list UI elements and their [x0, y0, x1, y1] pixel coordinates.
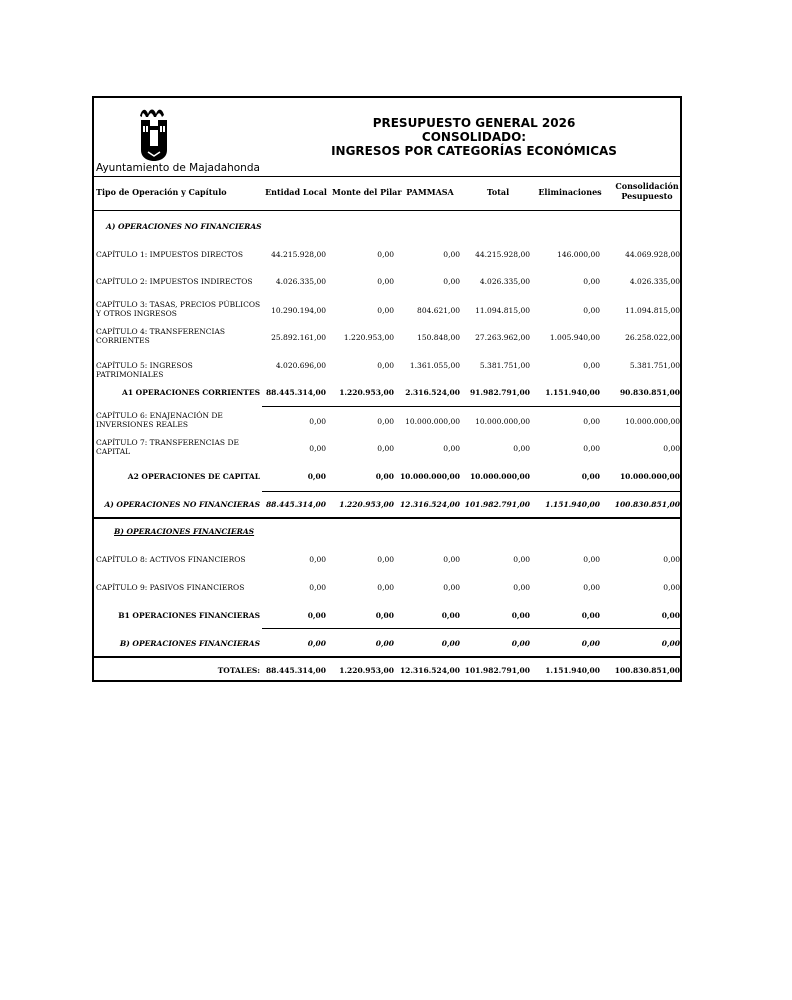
col-header-monte-del-pilar: Monte del Pilar [332, 187, 402, 197]
municipal-crest-logo [136, 106, 172, 162]
col-header-pammasa: PAMMASA [406, 187, 454, 197]
col-header-type: Tipo de Operación y Capítulo [96, 187, 227, 197]
subtotal-divider [262, 628, 680, 629]
title-line-3: INGRESOS POR CATEGORÍAS ECONÓMICAS [331, 144, 617, 158]
subtotal-divider [262, 406, 680, 407]
title-line-2: CONSOLIDADO: [421, 130, 527, 144]
col-header-consolidacion: Consolidación Pesupuesto [615, 181, 679, 201]
col-header-entidad-local: Entidad Local [265, 187, 327, 197]
col-header-eliminaciones: Eliminaciones [538, 187, 602, 197]
org-name: Ayuntamiento de Majadahonda [96, 162, 260, 174]
title-line-1: PRESUPUESTO GENERAL 2026 [372, 116, 576, 130]
section-divider [94, 656, 680, 658]
document-title [324, 116, 624, 158]
subtotal-divider [262, 491, 680, 492]
budget-table-frame: Ayuntamiento de Majadahonda PRESUPUESTO GENERAL 2026 CONSOLIDADO: INGRESOS POR CATEGORÍAS ECONÓMICAS Tipo de Operación y Capítulo Entidad Local Monte del Pilar PAMMASA Total Eliminaciones Consolidación Pesupuesto A) OPERACIONES NO FINANCIERAS CAPÍTULO 1: IMPUESTOS DIRECTOS 44.215.928,00 0,00 0,00 44.215.928,00 146.000,00 44.069.928,00 CAPÍTULO 2: IMPUESTOS INDIRECTOS 4.026.335,00 0,00 0,00 4.026.335,00 0,00 4.026.335,00 CAPÍTULO 3: TASAS, PRECIOS PÚBLICOS Y OTROS INGRESOS 10.290.194,00 0,00 804.621,00 11.094.815,00 0,00 11.094.815,00 CAPÍTULO 4: TRANSFERENCIAS CORRIENTES 25.892.161,00 1.220.953,00 150.848,00 27.263.962,00 1.005.940,00 26.258.022,00 CAPÍTULO 5: INGRESOS PATRIMONIALES 4.020.696,00 0,00 1.361.055,00 5.381.751,00 0,00 5.381.751,00 A1 OPERACIONES CORRIENTES 88.445.314,00 1.220.953,00 2.316.524,00 91.982.791,00 1.151.940,00 90.830.851,00 CAPÍTULO 6: ENAJENACIÓN DE INVERSIONES REALES 0,00 0,00 10.000.000,00 10.000.000,00 0,00 10.000.000,00 CAPÍTULO 7: TRANSFERENCIAS DE CAPITAL 0,00 0,00 0,00 0,00 0,00 0,00 A2 OPERACIONES DE CAPITAL 0,00 0,00 10.000.000,00 10.000.000,00 0,00 10.000.000,00 A) OPERACIONES NO FINANCIERAS 88.445.314,00 1.220.953,00 12.316.524,00 101.982.791,00 1.151.940,00 100.830.851,00 B) OPERACIONES FINANCIERAS CAPÍTULO 8: ACTIVOS FINANCIEROS 0,00 0,00 0,00 0,00 0,00 0,00 CAPÍTULO 9: PASIVOS FINANCIEROS 0,00 0,00 0,00 0,00 0,00 0,00 B1 OPERACIONES FINANCIERAS 0,00 0,00 0,00 0,00 0,00 0,00 B) OPERACIONES FINANCIERAS 0,00 0,00 0,00 0,00 0,00 0,00 TOTALES: 88.445.314,00 1.220.953,00 12.316.524,00 101.982.791,00 1.151.940,00 100.830.851,00 [92, 96, 682, 682]
col-header-total: Total [486, 187, 510, 197]
column-headers [94, 177, 680, 211]
section-divider [94, 517, 680, 519]
document-header [94, 98, 680, 177]
